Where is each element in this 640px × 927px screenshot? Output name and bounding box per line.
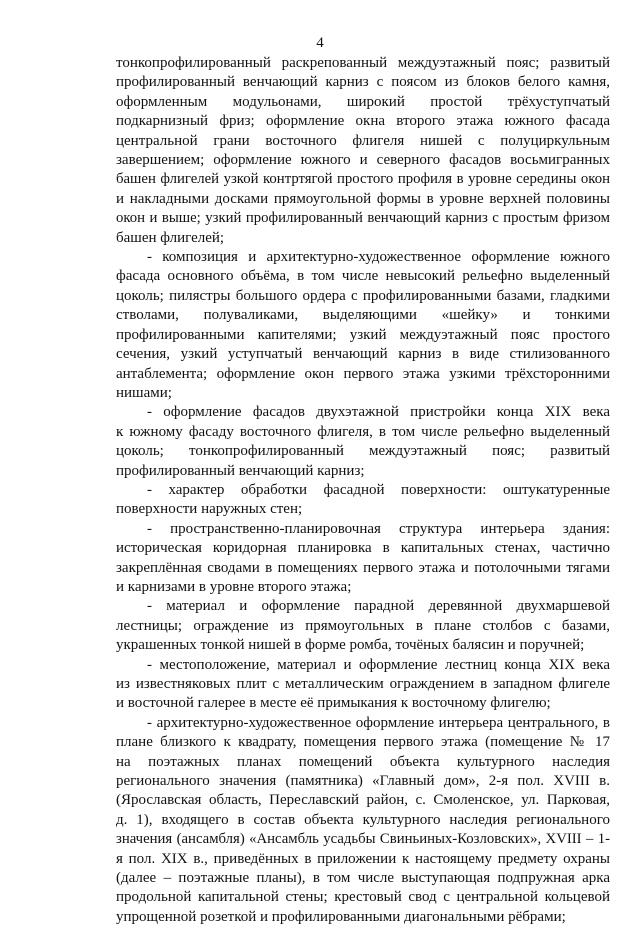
text-line: цоколь; пилястры большого ордера с профилированными базами, гладкими [116, 287, 610, 304]
text-line: центральной грани восточного флигеля нишей с полуциркульным [116, 132, 610, 149]
text-line: плане близкого к квадрату, помещения первого этажа (помещение № 17 [116, 734, 610, 751]
text-line: поверхности наружных стен; [116, 501, 303, 518]
text-line: профилированный венчающий карниз; [116, 462, 365, 479]
paragraph [116, 403, 610, 481]
text-line: подкарнизный фриз; оформление окна второго этажа южного фасада [116, 113, 610, 130]
text-line: завершением; оформление южного и северного фасадов восьмигранных [116, 152, 610, 169]
text-line: - материал и оформление парадной деревянной двухмаршевой [147, 598, 610, 615]
text-line: значения (ансамбля) «Ансамбль усадьбы Свиньиных-Козловских», XVIII – 1- [116, 831, 610, 848]
text-line: - пространственно-планировочная структура интерьера здания: [147, 520, 610, 537]
text-line: профилированный венчающий карниз с поясом из блоков белого камня, [116, 74, 610, 91]
text-line: и восточной галерее в месте её примыкания к восточному флигелю; [116, 695, 551, 712]
text-line: профилированными капителями; узкий междуэтажный пояс простого [116, 326, 610, 343]
text-line: (Ярославская область, Переславский район, с. Смоленское, ул. Парковая, [116, 792, 610, 809]
paragraph [116, 714, 610, 927]
text-line: д. 1), входящего в состав объекта культурного наследия регионального [116, 811, 610, 828]
text-line: антаблемента; оформление окон первого этажа узкими трёхсторонними [116, 365, 610, 382]
paragraph [116, 520, 610, 598]
text-line: - архитектурно-художественное оформление интерьера центрального, в [147, 714, 610, 731]
text-line: регионального значения (памятника) «Главный дом», 2-я пол. XVIII в. [116, 773, 610, 790]
text-line: лестницы; ограждение из прямоугольных в плане столбов с базами, [116, 617, 610, 634]
text-line: окон и выше; узкий профилированный венчающий карниз с простым фризом [116, 210, 610, 227]
text-line: - характер обработки фасадной поверхности: оштукатуренные [147, 481, 610, 498]
paragraph [116, 54, 610, 248]
text-line: оформленным модульонами, широкий простой трёхуступчатый [116, 93, 610, 110]
text-line: и карнизами в уровне второго этажа; [116, 578, 352, 595]
text-line: из известняковых плит с металлическим ограждением в западном флигеле [116, 676, 610, 692]
text-line: стволами, полуваликами, выделяющими «шейку» и тонкими [116, 307, 610, 324]
text-line: на поэтажных планах помещений объекта культурного наследия [116, 753, 610, 770]
text-line: упрощенной розеткой и профилированными диагональными рёбрами; [116, 908, 566, 925]
text-line: продольной капитальной стены; крестовый свод с центральной кольцевой [116, 889, 610, 906]
page-number: 4 [316, 35, 324, 51]
text-line: историческая коридорная планировка в капитальных стенах, частично [116, 540, 610, 557]
body-text [116, 54, 610, 927]
paragraph [116, 597, 610, 655]
text-line: - композиция и архитектурно-художественное оформление южного [147, 249, 610, 266]
paragraph [116, 481, 610, 520]
text-line: к южному фасаду восточного флигеля, в том числе рельефно выделенный [116, 423, 610, 440]
text-line: тонкопрофилированный раскрепованный междуэтажный пояс; развитый [116, 55, 610, 71]
text-line: цоколь; тонкопрофилированный междуэтажный пояс; развитый [116, 443, 610, 460]
paragraph [116, 656, 610, 714]
text-line: сечения, узкий уступчатый венчающий карниз в виде стилизованного [116, 346, 610, 363]
text-line: башен флигелей; [116, 229, 225, 246]
text-line: башен флигелей узкой контртягой простого профиля в уровне середины окон [116, 171, 610, 188]
text-line: (далее – поэтажные планы), в том числе выступающая подпружная арка [116, 870, 610, 887]
text-line: фасада основного объёма, в том числе невысокий рельефно выделенный [116, 268, 610, 285]
text-line: нишами; [116, 384, 172, 401]
text-line: - оформление фасадов двухэтажной пристройки конца XIX века [147, 404, 610, 421]
text-line: я пол. XIX в., приведённых в приложении к настоящему предмету охраны [116, 850, 610, 867]
text-line: украшенных тонкой нишей в форме ромба, точёных балясин и поручней; [116, 637, 585, 654]
text-line: - местоположение, материал и оформление лестниц конца XIX века [147, 656, 610, 673]
text-line: закреплённая сводами в помещениях первого этажа и потолочными тягами [116, 559, 610, 576]
paragraph [116, 248, 610, 403]
text-line: и накладными досками прямоугольной формы в уровне верхней половины [116, 190, 610, 207]
